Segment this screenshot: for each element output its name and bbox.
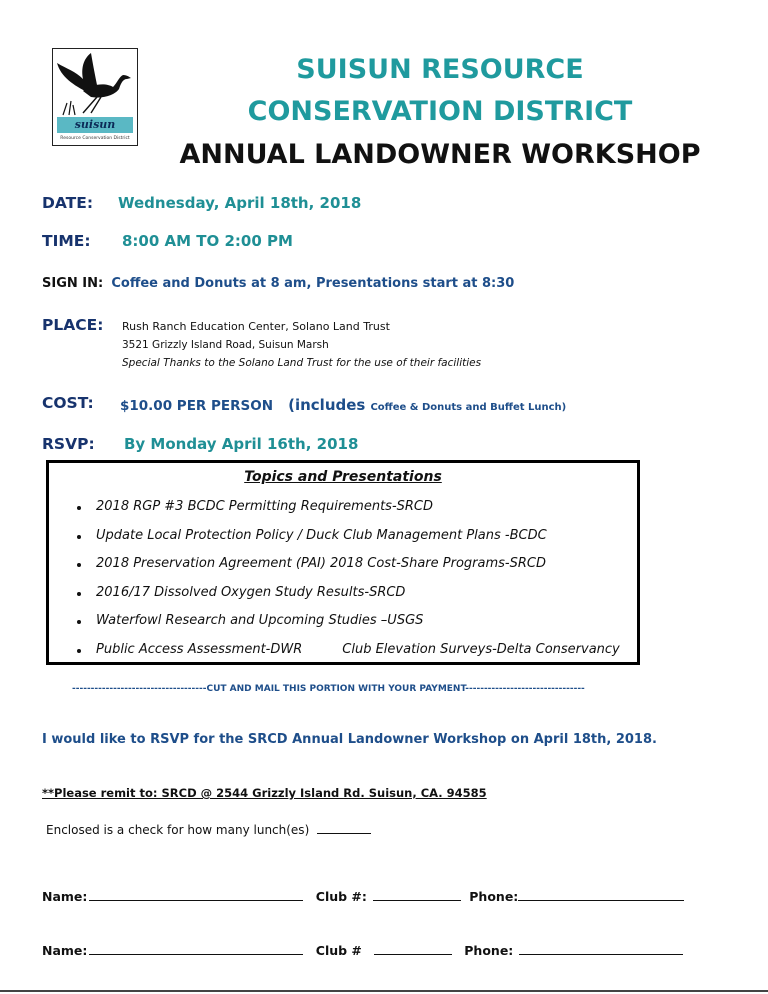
club-label: Club # (315, 943, 362, 958)
list-item: 2018 RGP #3 BCDC Permitting Requirements-SRCD (77, 499, 620, 528)
lunch-count-field[interactable] (317, 821, 371, 834)
name-field[interactable] (89, 888, 303, 901)
phone-field[interactable] (519, 942, 683, 955)
title-line-1: SUISUN RESOURCE (296, 54, 584, 85)
cost-label: COST: (42, 394, 94, 412)
topics-box (46, 460, 640, 665)
title-line-3: ANNUAL LANDOWNER WORKSHOP (179, 139, 701, 170)
place-line-3: Special Thanks to the Solano Land Trust for the use of their facilities (122, 357, 482, 369)
list-item: 2016/17 Dissolved Oxygen Study Results-SRCD (77, 585, 620, 614)
cost-value: $10.00 PER PERSON (120, 398, 274, 414)
date-label: DATE: (42, 194, 94, 212)
topic-text: Public Access Assessment-DWR (96, 641, 303, 657)
cut-line (72, 684, 692, 694)
time-label: TIME: (42, 232, 91, 250)
cost-includes: (includes (288, 396, 366, 414)
cut-text: CUT AND MAIL THIS PORTION WITH YOUR PAYMENT (206, 684, 466, 694)
topics-list (77, 499, 620, 671)
club-field[interactable] (374, 942, 452, 955)
remit-address: **Please remit to: SRCD @ 2544 Grizzly Island Rd. Suisun, CA. 94585 (42, 786, 487, 800)
cut-dashes-left: ------------------------------------ (72, 684, 207, 694)
phone-label: Phone: (464, 943, 514, 958)
name-field[interactable] (89, 942, 303, 955)
logo-wordmark: suisun (74, 118, 116, 131)
rsvp-statement: I would like to RSVP for the SRCD Annual Landowner Workshop on April 18th, 2018. (42, 732, 657, 747)
topic-text-extra: Club Elevation Surveys-Delta Conservancy (342, 641, 620, 657)
form-row (42, 888, 684, 904)
cut-dashes-right: -------------------------------- (465, 684, 585, 694)
bottom-border (0, 990, 768, 992)
rsvp-label: RSVP: (42, 435, 95, 453)
club-field[interactable] (373, 888, 461, 901)
name-label: Name: (42, 889, 88, 904)
phone-field[interactable] (518, 888, 684, 901)
cost-includes-detail: Coffee & Donuts and Buffet Lunch) (370, 402, 567, 413)
logo-subtitle: Resource Conservation District (60, 136, 130, 141)
place-line-2: 3521 Grizzly Island Road, Suisun Marsh (122, 339, 329, 351)
date-value: Wednesday, April 18th, 2018 (118, 194, 362, 212)
heron-logo-icon (53, 49, 137, 117)
enclosed-line (46, 821, 371, 837)
place-line-1: Rush Ranch Education Center, Solano Land Trust (122, 320, 390, 333)
phone-label: Phone: (469, 889, 519, 904)
place-label: PLACE: (42, 316, 104, 334)
form-row (42, 942, 683, 958)
title-line-2: CONSERVATION DISTRICT (247, 96, 633, 127)
sign-in-value: Coffee and Donuts at 8 am, Presentations start at 8:30 (111, 276, 515, 291)
club-label: Club #: (315, 889, 367, 904)
time-value: 8:00 AM TO 2:00 PM (122, 232, 293, 250)
district-logo (52, 48, 138, 146)
list-item: Waterfowl Research and Upcoming Studies –USGS (77, 613, 620, 642)
list-item (77, 642, 620, 671)
list-item: Update Local Protection Policy / Duck Club Management Plans -BCDC (77, 528, 620, 557)
topics-heading: Topics and Presentations (244, 469, 442, 485)
rsvp-value: By Monday April 16th, 2018 (124, 435, 359, 453)
sign-in-label: SIGN IN: (42, 276, 104, 291)
name-label: Name: (42, 943, 88, 958)
list-item: 2018 Preservation Agreement (PAI) 2018 Cost-Share Programs-SRCD (77, 556, 620, 585)
enclosed-label: Enclosed is a check for how many lunch(es) (46, 823, 310, 837)
